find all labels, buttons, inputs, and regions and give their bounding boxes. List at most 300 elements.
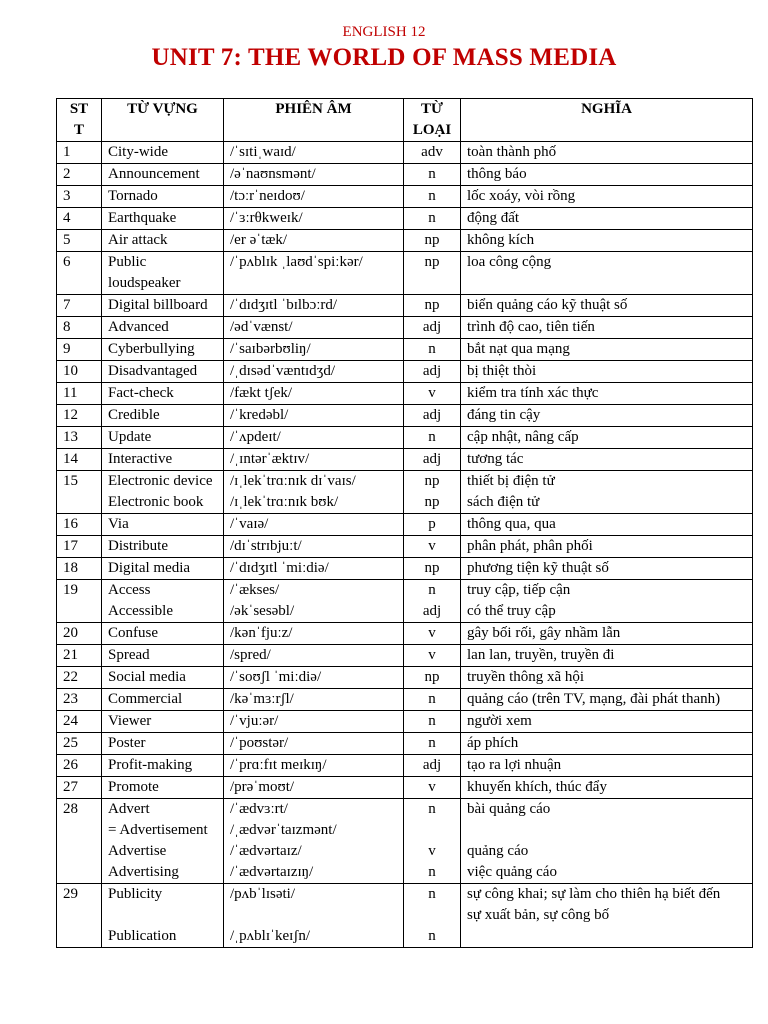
phonetic-transcription-cell — [224, 755, 404, 777]
vietnamese-meaning-cell — [461, 317, 753, 339]
vocab-word-cell — [102, 405, 224, 427]
vocab-word — [108, 905, 217, 926]
part-of-speech-cell — [404, 295, 461, 317]
vietnamese-meaning: có thể truy cập — [467, 603, 556, 619]
phonetic-transcription-cell — [224, 514, 404, 536]
part-of-speech-cell — [404, 667, 461, 689]
phonetic-transcription: /pʌbˈlɪsəti/ — [230, 886, 295, 902]
vietnamese-meaning: biển quảng cáo kỹ thuật số — [467, 297, 628, 313]
phonetic-transcription: /er əˈtæk/ — [230, 232, 288, 248]
phonetic-transcription-cell — [224, 339, 404, 361]
part-of-speech-cell — [404, 558, 461, 580]
part-of-speech: np — [424, 669, 440, 685]
phonetic-transcription-cell — [224, 645, 404, 667]
phonetic-transcription-cell — [224, 733, 404, 755]
document-title: UNIT 7: THE WORLD OF MASS MEDIA — [151, 44, 617, 71]
part-of-speech: n — [428, 801, 436, 817]
phonetic-transcription-cell — [224, 383, 404, 405]
vietnamese-meaning-cell — [461, 733, 753, 755]
row-number: 1 — [57, 142, 102, 164]
phonetic-transcription: /ɪˌlekˈtrɑːnɪk dɪˈvaɪs/ — [230, 473, 356, 489]
part-of-speech: adj — [422, 407, 442, 423]
part-of-speech: n — [428, 188, 436, 204]
vietnamese-meaning-cell — [461, 623, 753, 645]
vietnamese-meaning-cell — [461, 884, 753, 948]
part-of-speech: v — [428, 625, 436, 641]
part-of-speech: np — [424, 232, 440, 248]
phonetic-transcription: /ˈvaɪə/ — [230, 516, 269, 532]
vietnamese-meaning-cell — [461, 471, 753, 514]
phonetic-transcription: /kənˈfjuːz/ — [230, 625, 293, 641]
phonetic-transcription-cell — [224, 580, 404, 623]
vocab-word-cell — [102, 339, 224, 361]
part-of-speech: v — [428, 843, 436, 859]
part-of-speech: n — [428, 713, 436, 729]
part-of-speech-cell — [404, 230, 461, 252]
vietnamese-meaning-cell — [461, 142, 753, 164]
vietnamese-meaning: người xem — [467, 713, 532, 729]
vietnamese-meaning: lan lan, truyền, truyền đi — [467, 647, 615, 663]
table-row — [57, 689, 753, 711]
part-of-speech: n — [428, 886, 436, 902]
vocab-word: Promote — [108, 779, 159, 795]
table-row — [57, 383, 753, 405]
part-of-speech: np — [424, 297, 440, 313]
vietnamese-meaning: sự xuất bản, sự công bố — [467, 907, 610, 923]
vocab-word: Accessible — [108, 603, 173, 619]
part-of-speech-cell — [404, 317, 461, 339]
table-row — [57, 230, 753, 252]
vocab-word: Viewer — [108, 713, 152, 729]
vocab-word: Fact-check — [108, 385, 174, 401]
phonetic-transcription-cell — [224, 317, 404, 339]
part-of-speech: n — [428, 864, 436, 880]
vocab-word-cell — [102, 733, 224, 755]
phonetic-transcription: /ˈsɪtiˌwaɪd/ — [230, 144, 296, 160]
row-number: 15 — [57, 471, 102, 514]
table-row — [57, 733, 753, 755]
part-of-speech: n — [428, 429, 436, 445]
vietnamese-meaning-cell — [461, 689, 753, 711]
phonetic-transcription-cell — [224, 361, 404, 383]
column-header-meaning: NGHĨA — [461, 99, 753, 142]
vietnamese-meaning-cell — [461, 405, 753, 427]
phonetic-transcription: /ˈdɪdʒɪtl ˈmiːdiə/ — [230, 560, 329, 576]
table-row — [57, 317, 753, 339]
column-header-stt-line-2: T — [73, 122, 84, 138]
table-row — [57, 449, 753, 471]
phonetic-transcription: /dɪˈstrɪbjuːt/ — [230, 538, 302, 554]
vietnamese-meaning: động đất — [467, 210, 520, 226]
table-row — [57, 405, 753, 427]
vocab-word-cell — [102, 295, 224, 317]
column-header-pos-line-1: TỪ — [421, 101, 443, 117]
vietnamese-meaning-cell — [461, 777, 753, 799]
vocabulary-table — [56, 98, 753, 948]
part-of-speech: n — [428, 928, 436, 944]
vietnamese-meaning: khuyến khích, thúc đẩy — [467, 779, 607, 795]
row-number: 14 — [57, 449, 102, 471]
phonetic-transcription-cell — [224, 689, 404, 711]
vietnamese-meaning-cell — [461, 645, 753, 667]
document-subtitle: ENGLISH 12 — [342, 24, 426, 40]
table-row — [57, 471, 753, 514]
part-of-speech-cell — [404, 755, 461, 777]
part-of-speech-cell — [404, 252, 461, 295]
phonetic-transcription-cell — [224, 252, 404, 295]
vocab-word: Electronic device — [108, 473, 213, 489]
vietnamese-meaning-cell — [461, 186, 753, 208]
phonetic-transcription: /tɔːrˈneɪdoʊ/ — [230, 188, 305, 204]
vietnamese-meaning: quảng cáo (trên TV, mạng, đài phát thanh) — [467, 691, 721, 707]
vocab-word: Electronic book — [108, 494, 204, 510]
vocab-word-cell — [102, 471, 224, 514]
row-number: 7 — [57, 295, 102, 317]
phonetic-transcription: /ˈpʌblɪk ˌlaʊdˈspiːkər/ — [230, 254, 363, 270]
part-of-speech: n — [428, 582, 436, 598]
vocab-word: Via — [108, 516, 129, 532]
vietnamese-meaning-cell — [461, 252, 753, 295]
part-of-speech-cell — [404, 405, 461, 427]
vocab-word: Digital media — [108, 560, 191, 576]
vocab-word-cell — [102, 142, 224, 164]
part-of-speech-cell — [404, 186, 461, 208]
vocab-word-cell — [102, 777, 224, 799]
row-number: 3 — [57, 186, 102, 208]
vocab-word: Publicity — [108, 886, 163, 902]
part-of-speech-cell — [404, 733, 461, 755]
vietnamese-meaning-cell — [461, 361, 753, 383]
vocab-word-cell — [102, 449, 224, 471]
part-of-speech: np — [424, 254, 440, 270]
vocab-word-cell — [102, 884, 224, 948]
phonetic-transcription: /ˈɜːrθkweɪk/ — [230, 210, 303, 226]
vocab-word: Announcement — [108, 166, 200, 182]
vocab-word: Air attack — [108, 232, 168, 248]
phonetic-transcription: /ˈdɪdʒɪtl ˈbɪlbɔːrd/ — [230, 297, 338, 313]
vocab-word: Distribute — [108, 538, 168, 554]
vietnamese-meaning: sách điện tử — [467, 494, 540, 510]
vocab-word-cell — [102, 645, 224, 667]
phonetic-transcription: /ˈsaɪbərbʊliŋ/ — [230, 341, 311, 357]
row-number: 19 — [57, 580, 102, 623]
vietnamese-meaning: việc quảng cáo — [467, 864, 557, 880]
table-row — [57, 208, 753, 230]
table-row — [57, 536, 753, 558]
vietnamese-meaning: bị thiệt thòi — [467, 363, 537, 379]
vietnamese-meaning-cell — [461, 558, 753, 580]
phonetic-transcription: /spred/ — [230, 647, 271, 663]
column-header-ipa: PHIÊN ÂM — [224, 99, 404, 142]
row-number: 26 — [57, 755, 102, 777]
part-of-speech: adj — [422, 757, 442, 773]
table-header-row — [57, 99, 753, 142]
phonetic-transcription — [230, 905, 397, 926]
part-of-speech-cell — [404, 689, 461, 711]
part-of-speech: n — [428, 166, 436, 182]
vocab-word-cell — [102, 799, 224, 884]
phonetic-transcription: /ˈsoʊʃl ˈmiːdiə/ — [230, 669, 322, 685]
vietnamese-meaning: lốc xoáy, vòi rồng — [467, 188, 576, 204]
table-row — [57, 799, 753, 884]
vocab-word: Credible — [108, 407, 160, 423]
phonetic-transcription-cell — [224, 230, 404, 252]
vietnamese-meaning: trình độ cao, tiên tiến — [467, 319, 595, 335]
part-of-speech: v — [428, 647, 436, 663]
table-row — [57, 580, 753, 623]
vietnamese-meaning: phân phát, phân phối — [467, 538, 593, 554]
phonetic-transcription: /ˈpoʊstər/ — [230, 735, 289, 751]
row-number: 6 — [57, 252, 102, 295]
part-of-speech — [410, 820, 454, 841]
vocab-word: Commercial — [108, 691, 183, 707]
table-row — [57, 186, 753, 208]
row-number: 23 — [57, 689, 102, 711]
vietnamese-meaning-cell — [461, 295, 753, 317]
vocab-word: Social media — [108, 669, 186, 685]
vietnamese-meaning: kiểm tra tính xác thực — [467, 385, 599, 401]
vietnamese-meaning-cell — [461, 667, 753, 689]
vocab-word-cell — [102, 711, 224, 733]
part-of-speech-cell — [404, 514, 461, 536]
part-of-speech — [410, 905, 454, 926]
vocab-word: Public — [108, 254, 147, 270]
phonetic-transcription-cell — [224, 536, 404, 558]
vocab-word-cell — [102, 361, 224, 383]
vietnamese-meaning: toàn thành phố — [467, 144, 557, 160]
vocab-word-cell — [102, 536, 224, 558]
part-of-speech-cell — [404, 449, 461, 471]
phonetic-transcription-cell — [224, 623, 404, 645]
part-of-speech-cell — [404, 799, 461, 884]
vietnamese-meaning: gây bối rối, gây nhầm lẫn — [467, 625, 621, 641]
part-of-speech-cell — [404, 339, 461, 361]
vocab-word-cell — [102, 186, 224, 208]
part-of-speech-cell — [404, 142, 461, 164]
vietnamese-meaning: không kích — [467, 232, 535, 248]
vietnamese-meaning: truy cập, tiếp cận — [467, 582, 571, 598]
phonetic-transcription-cell — [224, 449, 404, 471]
row-number: 11 — [57, 383, 102, 405]
vocab-word: Poster — [108, 735, 146, 751]
part-of-speech-cell — [404, 884, 461, 948]
phonetic-transcription: /ˈædvərtaɪzɪŋ/ — [230, 864, 314, 880]
row-number: 5 — [57, 230, 102, 252]
row-number: 24 — [57, 711, 102, 733]
vietnamese-meaning-cell — [461, 711, 753, 733]
table-body — [57, 142, 753, 948]
vocab-word: Digital billboard — [108, 297, 208, 313]
vocab-word-cell — [102, 514, 224, 536]
row-number: 10 — [57, 361, 102, 383]
vocab-word-cell — [102, 755, 224, 777]
phonetic-transcription: /əˈnaʊnsmənt/ — [230, 166, 316, 182]
column-header-pos-line-2: LOẠI — [412, 122, 452, 138]
vietnamese-meaning: bắt nạt qua mạng — [467, 341, 570, 357]
vocab-word: Update — [108, 429, 152, 445]
vietnamese-meaning-cell — [461, 427, 753, 449]
part-of-speech-cell — [404, 645, 461, 667]
phonetic-transcription: /ɪˌlekˈtrɑːnɪk bʊk/ — [230, 494, 339, 510]
phonetic-transcription-cell — [224, 777, 404, 799]
part-of-speech: adv — [421, 144, 443, 160]
vocab-word: Earthquake — [108, 210, 177, 226]
row-number: 20 — [57, 623, 102, 645]
table-row — [57, 142, 753, 164]
table-row — [57, 667, 753, 689]
phonetic-transcription: /ədˈvænst/ — [230, 319, 293, 335]
vocab-word-cell — [102, 208, 224, 230]
table-row — [57, 514, 753, 536]
vietnamese-meaning: tạo ra lợi nhuận — [467, 757, 562, 773]
vocab-word: Advertise — [108, 843, 167, 859]
vietnamese-meaning: loa công cộng — [467, 254, 552, 270]
vocab-word: Disadvantaged — [108, 363, 198, 379]
phonetic-transcription-cell — [224, 295, 404, 317]
part-of-speech: np — [424, 473, 440, 489]
vocab-word-cell — [102, 623, 224, 645]
table-row — [57, 777, 753, 799]
phonetic-transcription: /ˌpʌblɪˈkeɪʃn/ — [230, 928, 310, 944]
vietnamese-meaning-cell — [461, 755, 753, 777]
phonetic-transcription: /ˈædvərtaɪz/ — [230, 843, 302, 859]
part-of-speech: p — [428, 516, 436, 532]
part-of-speech-cell — [404, 383, 461, 405]
vietnamese-meaning-cell — [461, 799, 753, 884]
row-number: 2 — [57, 164, 102, 186]
row-number: 9 — [57, 339, 102, 361]
row-number: 21 — [57, 645, 102, 667]
vietnamese-meaning: thiết bị điện tử — [467, 473, 555, 489]
row-number: 8 — [57, 317, 102, 339]
vietnamese-meaning: bài quảng cáo — [467, 801, 551, 817]
row-number: 18 — [57, 558, 102, 580]
vocab-word: Tornado — [108, 188, 158, 204]
part-of-speech-cell — [404, 580, 461, 623]
part-of-speech: v — [428, 779, 436, 795]
row-number: 17 — [57, 536, 102, 558]
vietnamese-meaning-cell — [461, 514, 753, 536]
vietnamese-meaning-cell — [461, 449, 753, 471]
vocab-word: Profit-making — [108, 757, 193, 773]
part-of-speech: np — [424, 560, 440, 576]
part-of-speech: adj — [422, 451, 442, 467]
table-row — [57, 339, 753, 361]
phonetic-transcription-cell — [224, 405, 404, 427]
vocab-word: Confuse — [108, 625, 158, 641]
vocab-word: Advanced — [108, 319, 169, 335]
vietnamese-meaning-cell — [461, 580, 753, 623]
phonetic-transcription-cell — [224, 711, 404, 733]
vocab-word: Advertising — [108, 864, 179, 880]
row-number: 4 — [57, 208, 102, 230]
vietnamese-meaning: đáng tin cậy — [467, 407, 541, 423]
column-header-pos — [404, 99, 461, 142]
part-of-speech-cell — [404, 777, 461, 799]
row-number: 27 — [57, 777, 102, 799]
part-of-speech-cell — [404, 623, 461, 645]
table-row — [57, 645, 753, 667]
vocab-word-cell — [102, 252, 224, 295]
table-row — [57, 252, 753, 295]
row-number: 12 — [57, 405, 102, 427]
part-of-speech: adj — [422, 319, 442, 335]
vietnamese-meaning: truyền thông xã hội — [467, 669, 585, 685]
part-of-speech: np — [424, 494, 440, 510]
phonetic-transcription: /ˌdɪsədˈvæntɪdʒd/ — [230, 363, 335, 379]
phonetic-transcription-cell — [224, 208, 404, 230]
part-of-speech-cell — [404, 711, 461, 733]
column-header-stt-line-1: ST — [69, 101, 89, 117]
part-of-speech-cell — [404, 471, 461, 514]
vocab-word: City-wide — [108, 144, 168, 160]
table-row — [57, 623, 753, 645]
vietnamese-meaning-cell — [461, 230, 753, 252]
phonetic-transcription-cell — [224, 558, 404, 580]
vietnamese-meaning-cell — [461, 164, 753, 186]
table-row — [57, 164, 753, 186]
row-number: 25 — [57, 733, 102, 755]
vocab-word-cell — [102, 317, 224, 339]
vocab-word: Interactive — [108, 451, 173, 467]
vocab-word-cell — [102, 558, 224, 580]
part-of-speech: adj — [422, 363, 442, 379]
column-header-word: TỪ VỰNG — [102, 99, 224, 142]
vietnamese-meaning: phương tiện kỹ thuật số — [467, 560, 609, 576]
part-of-speech: n — [428, 210, 436, 226]
vocab-word-cell — [102, 427, 224, 449]
vietnamese-meaning — [467, 820, 746, 841]
phonetic-transcription: /ˈʌpdeɪt/ — [230, 429, 281, 445]
row-number: 28 — [57, 799, 102, 884]
table-row — [57, 884, 753, 948]
phonetic-transcription: /ˌɪntərˈæktɪv/ — [230, 451, 310, 467]
vocab-word: Spread — [108, 647, 150, 663]
vocab-word: loudspeaker — [108, 275, 181, 291]
part-of-speech: n — [428, 341, 436, 357]
part-of-speech-cell — [404, 164, 461, 186]
vocab-word: = Advertisement — [108, 822, 208, 838]
phonetic-transcription: /fækt tʃek/ — [230, 385, 293, 401]
phonetic-transcription: /kəˈmɜːrʃl/ — [230, 691, 294, 707]
phonetic-transcription: /ˈækses/ — [230, 582, 280, 598]
phonetic-transcription: /ˈprɑːfɪt meɪkɪŋ/ — [230, 757, 327, 773]
vietnamese-meaning-cell — [461, 383, 753, 405]
table-row — [57, 427, 753, 449]
vietnamese-meaning: tương tác — [467, 451, 524, 467]
table-row — [57, 558, 753, 580]
vietnamese-meaning: thông qua, qua — [467, 516, 556, 532]
vietnamese-meaning-cell — [461, 536, 753, 558]
phonetic-transcription-cell — [224, 427, 404, 449]
vocab-word-cell — [102, 383, 224, 405]
vocab-word-cell — [102, 580, 224, 623]
part-of-speech: v — [428, 538, 436, 554]
part-of-speech: n — [428, 691, 436, 707]
phonetic-transcription-cell — [224, 799, 404, 884]
table-row — [57, 755, 753, 777]
vietnamese-meaning: thông báo — [467, 166, 527, 182]
part-of-speech-cell — [404, 361, 461, 383]
row-number: 16 — [57, 514, 102, 536]
vocab-word-cell — [102, 164, 224, 186]
phonetic-transcription-cell — [224, 142, 404, 164]
phonetic-transcription: /ˌædvərˈtaɪzmənt/ — [230, 822, 337, 838]
vietnamese-meaning-cell — [461, 208, 753, 230]
row-number: 13 — [57, 427, 102, 449]
vocab-word: Access — [108, 582, 151, 598]
part-of-speech-cell — [404, 427, 461, 449]
